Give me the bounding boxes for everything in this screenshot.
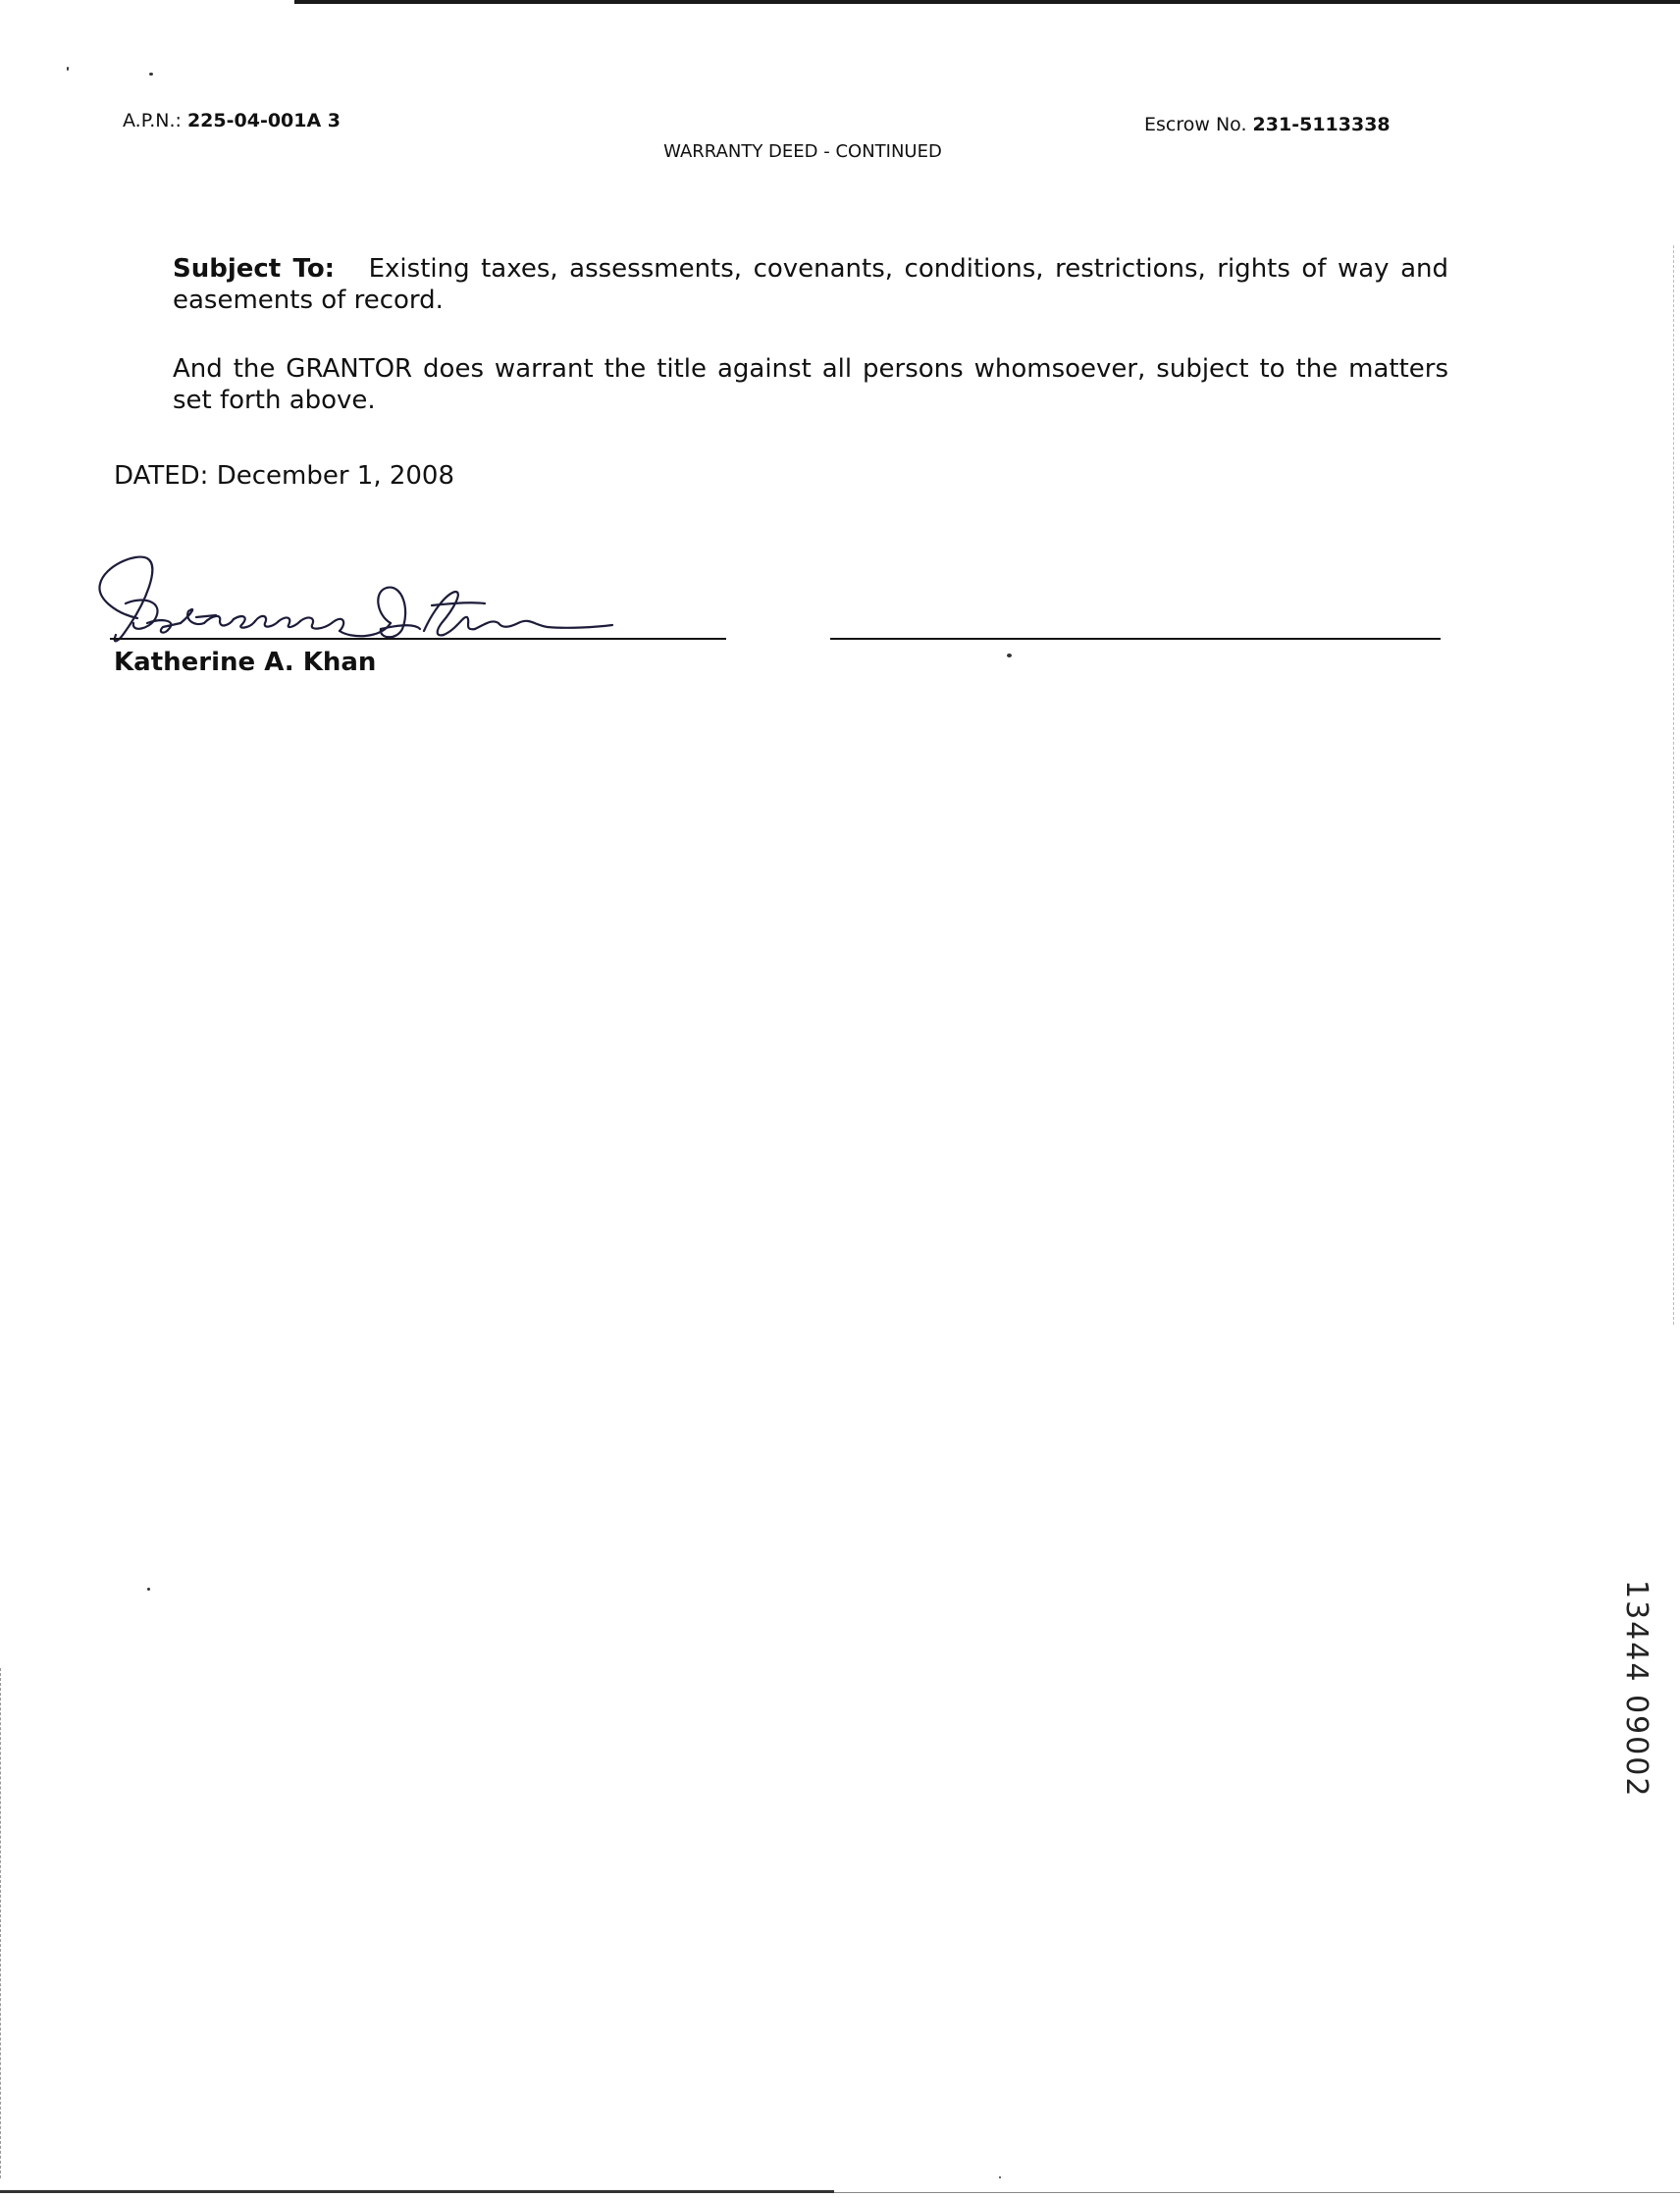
document-title: WARRANTY DEED - CONTINUED [663, 141, 942, 162]
subject-to-text: Existing taxes, assessments, covenants, conditions, restrictions, rights of way and easements of record. [173, 254, 1448, 315]
scan-edge-right [1673, 245, 1675, 1325]
recording-number-vertical [1617, 1580, 1656, 1845]
signature-line-blank [830, 638, 1441, 640]
warranty-paragraph: And the GRANTOR does warrant the title against all persons whomsoever, subject to the matters set forth above. [173, 354, 1448, 415]
dated-value: December 1, 2008 [216, 461, 455, 491]
subject-to-label: Subject To: [173, 254, 336, 284]
scan-speck [147, 1588, 150, 1591]
scan-speck [999, 2176, 1001, 2178]
scan-edge-top [294, 0, 1680, 4]
subject-to-paragraph [173, 253, 1448, 316]
scan-edge-bottom-thin [834, 2192, 1680, 2193]
scan-edge-bottom [0, 2190, 834, 2193]
apn-label: A.P.N.: [123, 110, 182, 131]
signer-name: Katherine A. Khan [114, 648, 377, 677]
dated-label: DATED: [114, 461, 209, 491]
escrow-label: Escrow No. [1144, 114, 1247, 135]
scan-speck [149, 73, 153, 76]
scan-speck [67, 67, 69, 71]
scan-speck [1007, 654, 1012, 657]
apn-value: 225-04-001A 3 [186, 110, 341, 131]
recording-number-text: 13444 09002 [1619, 1580, 1654, 1799]
apn-header [123, 110, 341, 131]
dated-line [114, 461, 454, 491]
signature-line-grantor [110, 638, 726, 640]
handwritten-signature [86, 545, 636, 653]
escrow-header [1144, 114, 1391, 135]
escrow-value: 231-5113338 [1252, 114, 1391, 135]
scan-edge-left [0, 1668, 2, 2178]
